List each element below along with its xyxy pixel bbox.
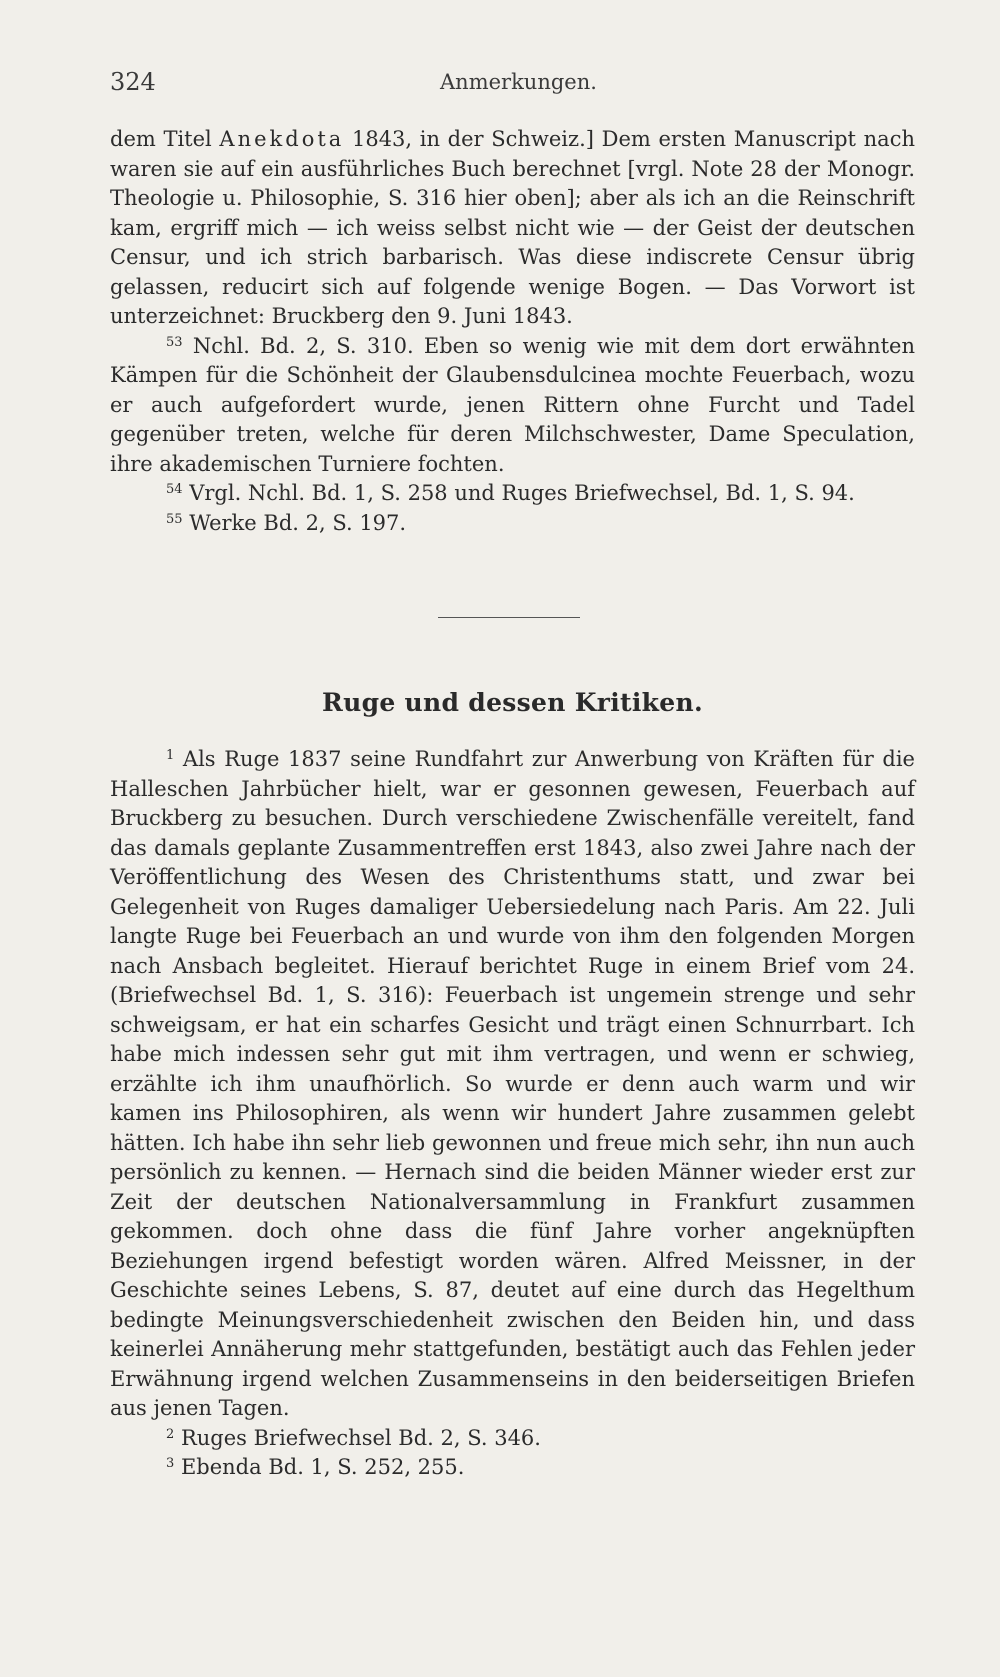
note-52-text-before: dem Titel: [110, 127, 220, 151]
note-55-text: Werke Bd. 2, S. 197.: [182, 510, 407, 535]
note-2-text: Ruges Briefwechsel Bd. 2, S. 346.: [174, 1425, 541, 1450]
running-title: Anmerkungen.: [440, 70, 597, 94]
note-1-number: 1: [166, 748, 175, 763]
note-1-text: Als Ruge 1837 seine Rundfahrt zur Anwerbung von Kräften für die Halleschen Jahrbücher hielt, war er gesonnen gewesen, Feuerbach auf Bruckberg zu besuchen. Durch verschiedene Zwischenfälle vereitelt, fand das damals geplante Zusammentreffen erst 1843, also zwei Jahre nach der Veröffentlichung des Wesen des Christenthums statt, und zwar bei Gelegenheit von Ruges damaliger Uebersiedelung nach Paris. Am 22. Juli langte Ruge bei Feuerbach an und wurde von ihm den folgenden Morgen nach Ansbach begleitet. Hierauf berichtet Ruge in einem Brief vom 24. (Briefwechsel Bd. 1, S. 316): Feuerbach ist ungemein strenge und sehr schweigsam, er hat ein scharfes Gesicht und trägt einen Schnurrbart. Ich habe mich indessen sehr gut mit ihm vertragen, und wenn er schwieg, erzählte ich ihm unaufhörlich. So wurde er denn auch warm und wir kamen ins Philosophiren, als wenn wir hundert Jahre zusammen gelebt hätten. Ich habe ihn sehr lieb gewonnen und freue mich sehr, ihn nun auch persönlich zu kennen. — Hernach sind die beiden Männer wieder erst zur Zeit der deutschen Nationalversammlung in Frankfurt zusammen gekommen. doch ohne dass die fünf Jahre vorher angeknüpften Beziehungen irgend befestigt worden wären. Alfred Meissner, in der Geschichte seines Lebens, S. 87, deutet auf eine durch das Hegelthum bedingte Meinungsverschiedenheit zwischen den Beiden hin, und dass keinerlei Annäherung mehr stattgefunden, bestätigt auch das Fehlen jeder Erwähnung irgend welchen Zusammenseins in den beiderseitigen Briefen aus jenen Tagen.: [110, 747, 915, 1420]
note-52-spaced-title: Anekdota: [219, 127, 345, 151]
note-53-text: Nchl. Bd. 2, S. 310. Eben so wenig wie mit dem dort erwähnten Kämpen für die Schönheit der Glaubensdulcinea mochte Feuerbach, wozu er auch aufgefordert wurde, jenen Rittern ohne Furcht und Tadel gegenüber treten, welche für deren Milchschwester, Dame Speculation, ihre akademischen Turniere fochten.: [110, 333, 915, 476]
section-heading: Ruge und dessen Kritiken.: [322, 688, 703, 717]
note-53: [110, 332, 915, 480]
note-3-number: 3: [166, 1456, 175, 1471]
note-55-number: 55: [166, 511, 183, 527]
note-55: [110, 509, 915, 539]
note-53-number: 53: [166, 334, 183, 350]
note-52-continuation: [110, 125, 915, 332]
note-2: [110, 1424, 915, 1454]
note-54: [110, 479, 915, 509]
note-54-number: 54: [166, 482, 183, 497]
note-54-text: Vrgl. Nchl. Bd. 1, S. 258 und Ruges Briefwechsel, Bd. 1, S. 94.: [182, 481, 855, 505]
note-1: [110, 745, 915, 1424]
note-3-text: Ebenda Bd. 1, S. 252, 255.: [174, 1455, 465, 1479]
page-number: 324: [110, 68, 156, 96]
section-divider: [438, 617, 580, 618]
note-52-text-after: 1843, in der Schweiz.] Dem ersten Manuscript nach waren sie auf ein ausführliches Buch berechnet [vrgl. Note 28 der Monogr. Theologie u. Philosophie, S. 316 hier oben]; aber als ich an die Reinschrift kam, ergriff mich — ich weiss selbst nicht wie — der Geist der deutschen Censur, und ich strich barbarisch. Was diese indiscrete Censur übrig gelassen, reducirt sich auf folgende wenige Bogen. — Das Vorwort ist unterzeichnet: Bruckberg den 9. Juni 1843.: [110, 127, 915, 328]
note-3: [110, 1453, 915, 1483]
notes-top: [110, 125, 915, 538]
note-2-number: 2: [166, 1426, 175, 1442]
notes-bottom: [110, 745, 915, 1483]
